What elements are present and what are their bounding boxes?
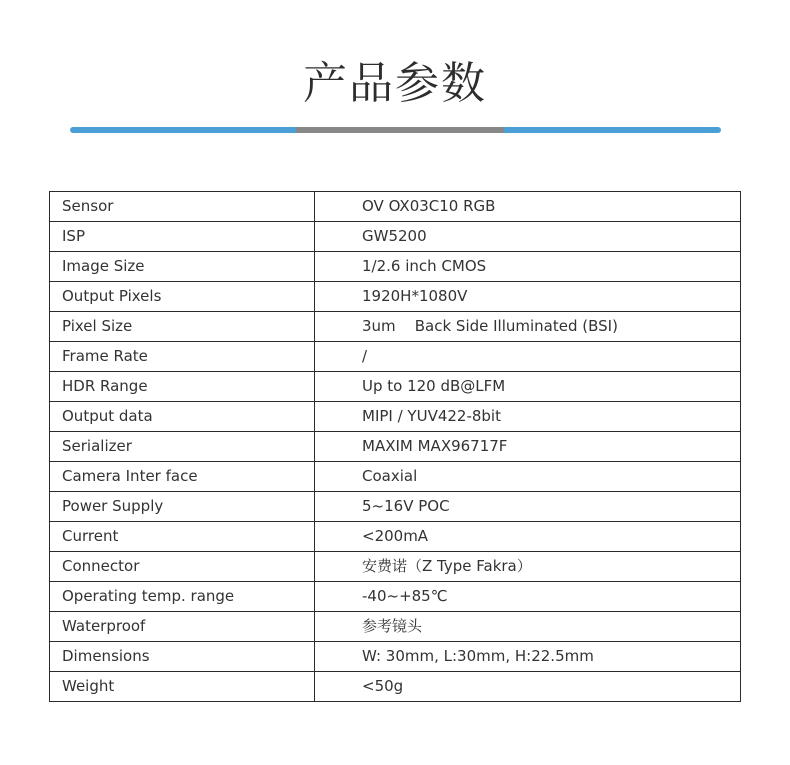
spec-value: -40~+85℃ [315, 582, 741, 612]
table-row [50, 222, 741, 252]
spec-value: 参考镜头 [315, 612, 741, 642]
table-row [50, 672, 741, 702]
table-row [50, 312, 741, 342]
spec-label: Frame Rate [50, 342, 315, 372]
spec-value: / [315, 342, 741, 372]
spec-value: 5~16V POC [315, 492, 741, 522]
spec-label: Connector [50, 552, 315, 582]
table-row [50, 462, 741, 492]
spec-label: Current [50, 522, 315, 552]
page-title: 产品参数 [303, 58, 487, 109]
spec-label: Dimensions [50, 642, 315, 672]
divider-left-segment [70, 127, 296, 133]
spec-label: Weight [50, 672, 315, 702]
spec-label: Waterproof [50, 612, 315, 642]
spec-value: Up to 120 dB@LFM [315, 372, 741, 402]
spec-value: GW5200 [315, 222, 741, 252]
spec-value: <50g [315, 672, 741, 702]
spec-label: Pixel Size [50, 312, 315, 342]
table-row [50, 282, 741, 312]
spec-value: OV OX03C10 RGB [315, 192, 741, 222]
spec-label: Output Pixels [50, 282, 315, 312]
spec-value: MAXIM MAX96717F [315, 432, 741, 462]
table-row [50, 252, 741, 282]
table-row [50, 642, 741, 672]
table-row [50, 582, 741, 612]
table-row [50, 192, 741, 222]
table-row [50, 342, 741, 372]
spec-value: 1920H*1080V [315, 282, 741, 312]
spec-label: Image Size [50, 252, 315, 282]
table-row [50, 372, 741, 402]
spec-label: Serializer [50, 432, 315, 462]
spec-label: Power Supply [50, 492, 315, 522]
title-divider [70, 127, 721, 133]
divider-right-segment [504, 127, 721, 133]
spec-label: ISP [50, 222, 315, 252]
spec-label: Operating temp. range [50, 582, 315, 612]
spec-label: HDR Range [50, 372, 315, 402]
spec-value: 安费诺（Z Type Fakra） [315, 552, 741, 582]
spec-table [49, 191, 741, 702]
spec-label: Output data [50, 402, 315, 432]
spec-value: 1/2.6 inch CMOS [315, 252, 741, 282]
table-row [50, 552, 741, 582]
spec-value: Coaxial [315, 462, 741, 492]
spec-value: 3um Back Side Illuminated (BSI) [315, 312, 741, 342]
spec-value: MIPI / YUV422-8bit [315, 402, 741, 432]
table-row [50, 432, 741, 462]
spec-label: Sensor [50, 192, 315, 222]
table-row [50, 402, 741, 432]
divider-middle-segment [296, 127, 504, 133]
table-row [50, 522, 741, 552]
table-row [50, 492, 741, 522]
spec-label: Camera Inter face [50, 462, 315, 492]
spec-value: <200mA [315, 522, 741, 552]
spec-value: W: 30mm, L:30mm, H:22.5mm [315, 642, 741, 672]
table-row [50, 612, 741, 642]
